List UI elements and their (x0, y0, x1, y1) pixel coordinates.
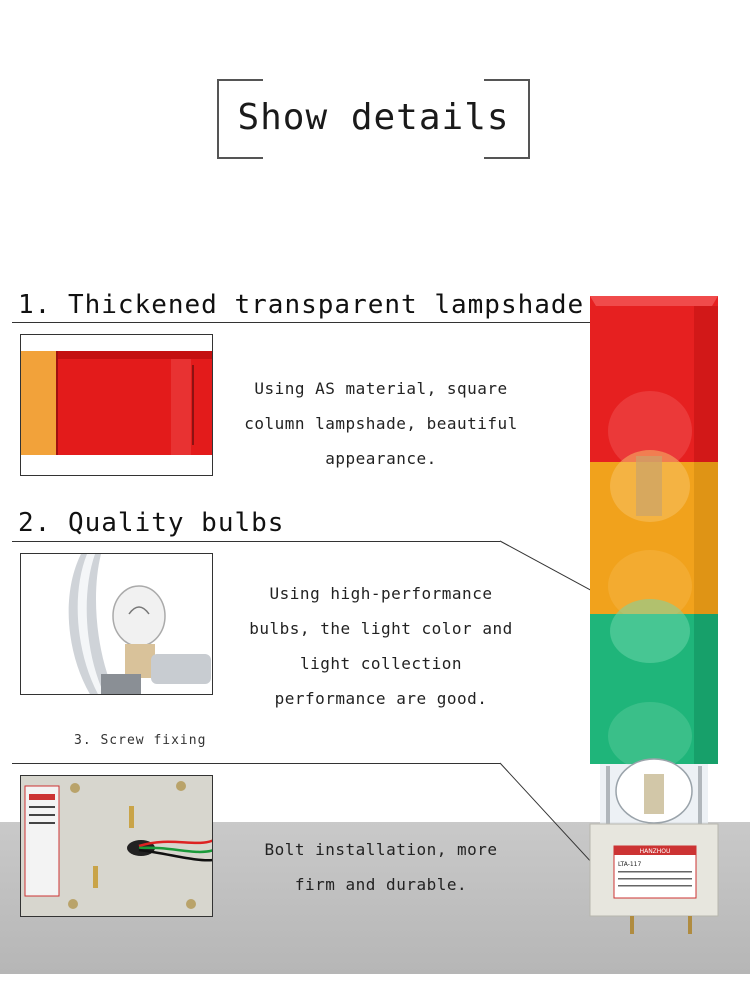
caption-line: performance are good. (274, 689, 488, 708)
brand-label: HANZHOU (639, 848, 671, 855)
signal-tower-image (584, 296, 724, 936)
caption-line: Using AS material, square (254, 379, 508, 398)
caption-line: Bolt installation, more (264, 840, 498, 859)
caption-line: Using high-performance (269, 584, 493, 603)
section-3-title: 3. Screw fixing (74, 733, 207, 748)
caption-line: light collection (299, 654, 463, 673)
caption-line: bulbs, the light color and (249, 619, 513, 638)
caption-line: firm and durable. (294, 875, 468, 894)
page-title: Show details (237, 97, 510, 138)
model-label: LTA-117 (618, 861, 642, 868)
section-1-title: 1. Thickened transparent lampshade (18, 290, 585, 320)
section-2-title: 2. Quality bulbs (18, 508, 285, 538)
caption-line: appearance. (325, 449, 437, 468)
caption-line: column lampshade, beautiful (244, 414, 518, 433)
